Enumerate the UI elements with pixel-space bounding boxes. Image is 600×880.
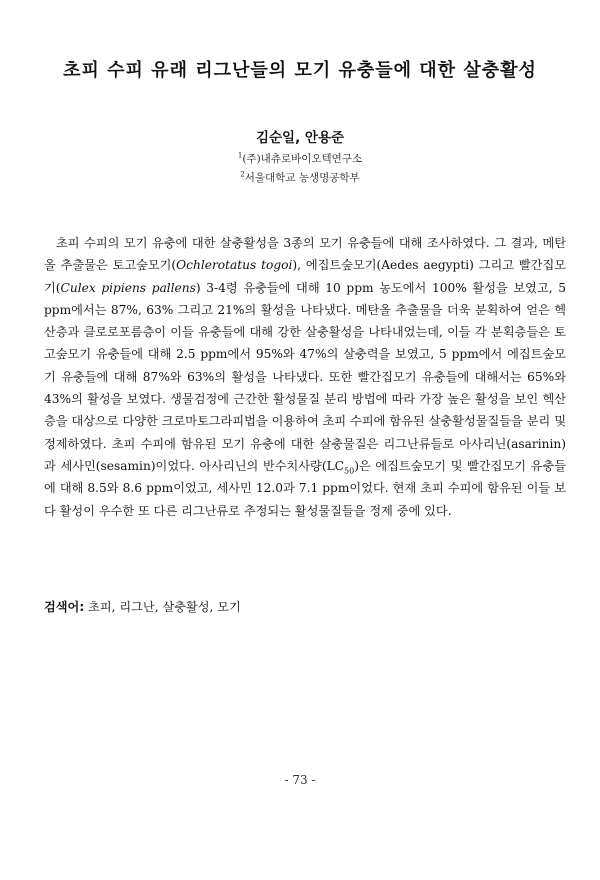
abstract-paragraph [44, 232, 566, 522]
abstract-text-3: ) 3-4령 유충들에 대해 10 ppm 농도에서 100% 활성을 보였고, 5 ppm에서는 87%, 63% 그리고 21%의 활성을 나타냈다. 메탄올 추출물을 더욱 분획하여 얻은 헥산층과 클로로포름층이 이들 유충들에 대해 강한 살충활성을 나타내었는데, 이들 각 분획층들은 토고숲모기 유충들에 대해 2.5 ppm에서 95%와 47%의 살충력을 보였고, 5 ppm에서 에집트숲모기 유충들에 대해 87%와 63%의 활성을 나타냈다. 또한 빨간집모기 유충들에 대해서는 65%와 43%의 활성을 보였다. 생물검정에 근간한 활성물질 분리 방법에 따라 가장 높은 활성을 보인 헥산층을 대상으로 다양한 크로마토그라피법을 이용하여 초피 수피에 함유된 살충활성물질들을 분리 및 정제하였다. 초피 수피에 함유된 모기 유충에 대한 살충물질은 리그난류들로 아사리닌(asarinin)과 세사민(sesamin)이었다. 아사리닌의 반수치사량(LC [44, 280, 566, 473]
page-number: - 73 - [284, 773, 316, 787]
abstract-text-2: ), 에집트숲모기(Aedes aegypti) 그리고 빨간집모기( [44, 258, 566, 295]
affiliation-2 [0, 170, 600, 185]
paper-title: 초피 수피 유래 리그난들의 모기 유충들에 대한 살충활성 [63, 60, 537, 81]
species-name-2: Culex pipiens pallens [60, 280, 196, 295]
keywords-text: 초피, 리그난, 살충활성, 모기 [84, 600, 241, 614]
affiliation-2-text: 서울대학교 농생명공학부 [244, 172, 360, 184]
keywords-label: 검색어: [44, 600, 85, 614]
affiliation-2-number: 2 [240, 170, 245, 179]
affiliation-1-number: 1 [237, 151, 243, 160]
author-list: 김순일, 안용준 [255, 130, 345, 146]
affiliation-1 [0, 151, 600, 166]
affiliation-1-text: (주)내츄로바이오텍연구소 [242, 153, 363, 165]
lc-subscript: 50 [344, 466, 355, 476]
keywords-line [44, 598, 566, 615]
species-name-1: Ochlerotatus togoi [176, 258, 293, 273]
abstract-text-1: 초피 수피의 모기 유충에 대한 살충활성을 3종의 모기 유충들에 대해 조사하였다. 그 결과, 메탄올 추출물은 토고숲모기( [44, 236, 566, 273]
abstract-text-4: )은 에집트숲모기 및 빨간집모기 유충들에 대해 8.5와 8.6 ppm이었고, 세사민 12.0과 7.1 ppm이었다. 현재 초피 수피에 함유된 이들 보다 활성이 우수한 또 다른 리그난류로 추정되는 활성물질들을 정제 중에 있다. [44, 458, 566, 518]
